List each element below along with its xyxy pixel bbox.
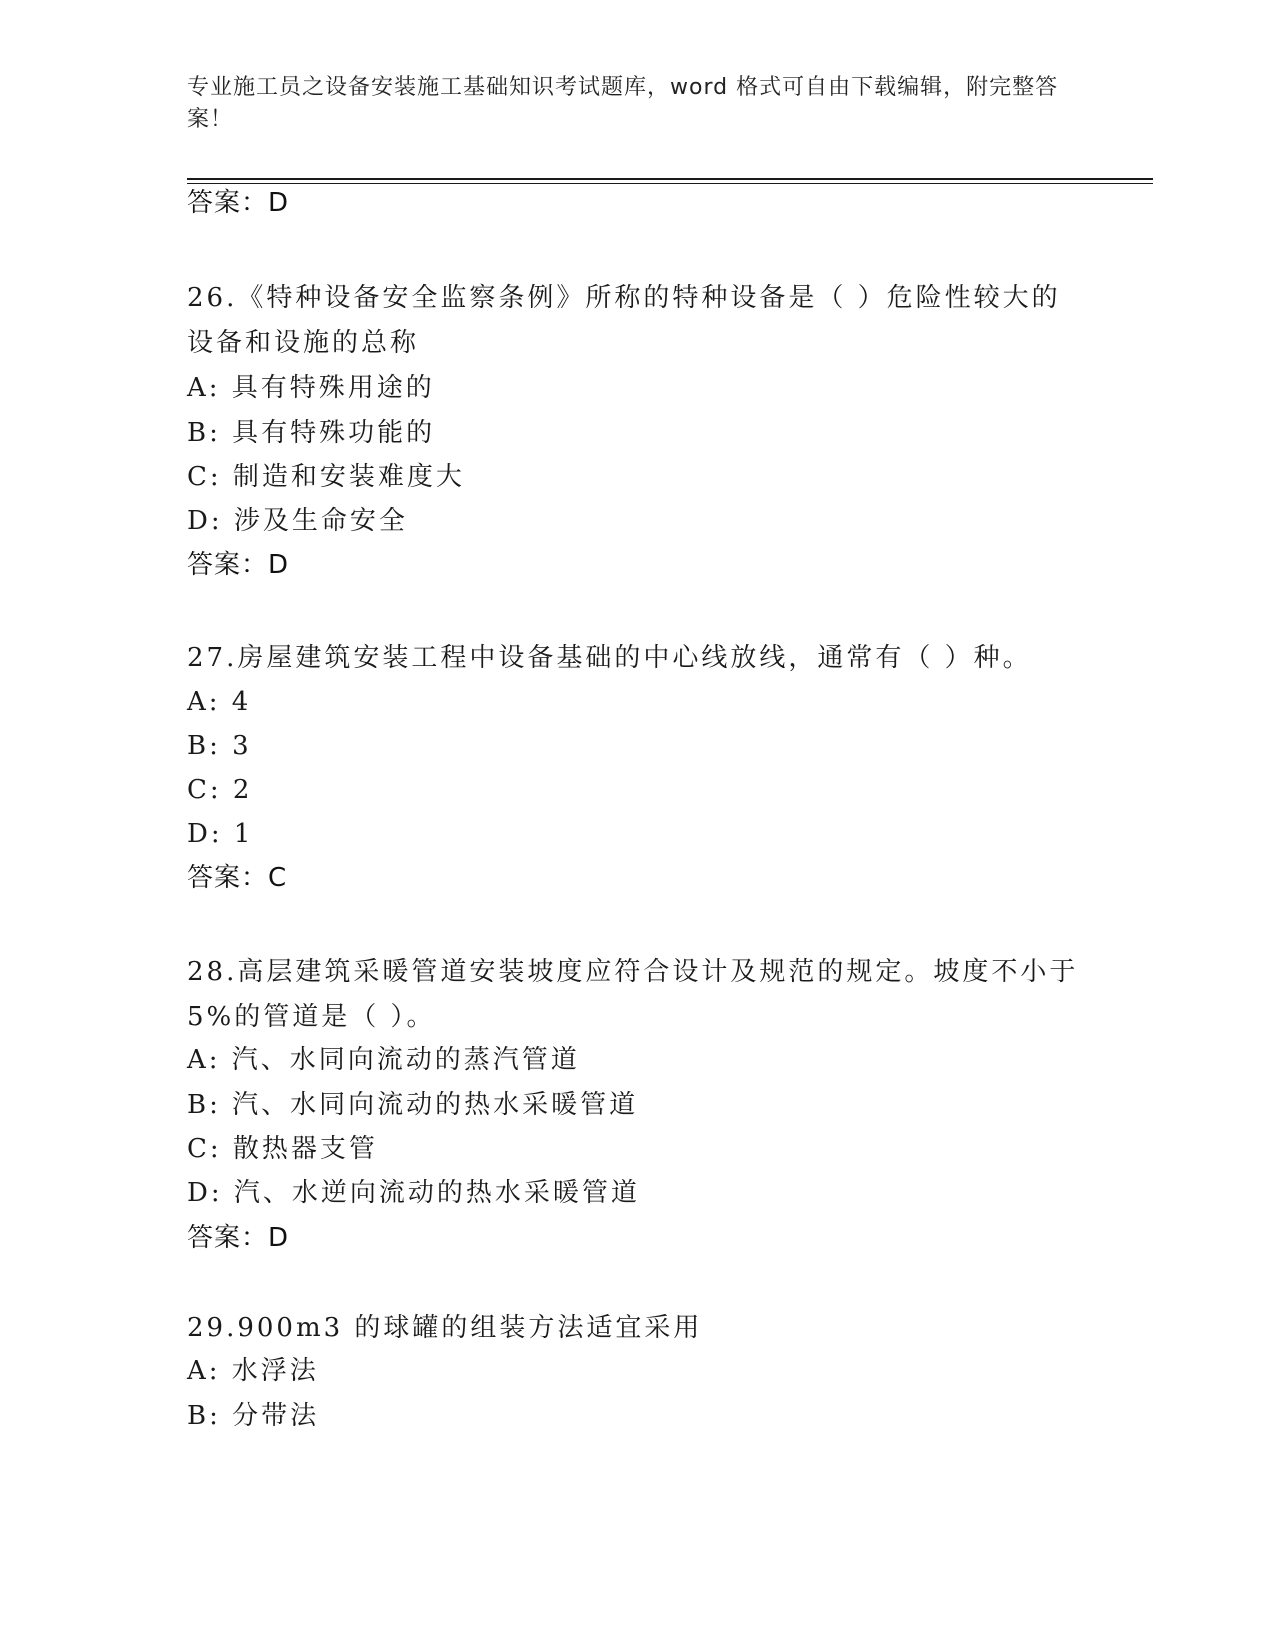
question-26-option-c: C: 制造和安装难度大	[187, 462, 465, 492]
question-26-option-b: B: 具有特殊功能的	[187, 418, 436, 448]
question-28-option-b: B: 汽、水同向流动的热水采暖管道	[187, 1090, 639, 1120]
question-28-stem: 28.高层建筑采暖管道安装坡度应符合设计及规范的规定。坡度不小于5%的管道是（ ）。	[187, 957, 1079, 1032]
question-27-option-a: A: 4	[187, 687, 252, 717]
question-28-option-a: A: 汽、水同向流动的蒸汽管道	[187, 1045, 580, 1075]
question-27-option-c: C: 2	[187, 775, 253, 805]
header-divider-thin	[187, 183, 1153, 184]
question-28-option-c: C: 散热器支管	[187, 1134, 378, 1164]
question-27-option-d: D: 1	[187, 819, 254, 849]
question-28-answer: 答案：D	[187, 1223, 290, 1253]
question-27-stem: 27.房屋建筑安装工程中设备基础的中心线放线，通常有（ ）种。	[187, 643, 1032, 673]
question-27-option-b: B: 3	[187, 731, 252, 761]
header-divider	[187, 178, 1153, 180]
question-26-option-d: D: 涉及生命安全	[187, 506, 408, 536]
question-26-option-a: A: 具有特殊用途的	[187, 373, 435, 403]
question-26-answer: 答案：D	[187, 550, 290, 580]
question-28-option-d: D: 汽、水逆向流动的热水采暖管道	[187, 1178, 640, 1208]
answer-line: 答案：D	[187, 188, 290, 218]
question-27-answer: 答案：C	[187, 863, 288, 893]
page-header: 专业施工员之设备安装施工基础知识考试题库，word 格式可自由下载编辑，附完整答案！	[187, 75, 1059, 132]
question-26-stem: 26.《特种设备安全监察条例》所称的特种设备是（ ）危险性较大的设备和设施的总称	[187, 283, 1061, 358]
question-29-stem: 29.900m3 的球罐的组装方法适宜采用	[187, 1313, 703, 1343]
question-29-option-b: B: 分带法	[187, 1401, 320, 1431]
question-29-option-a: A: 水浮法	[187, 1356, 319, 1386]
